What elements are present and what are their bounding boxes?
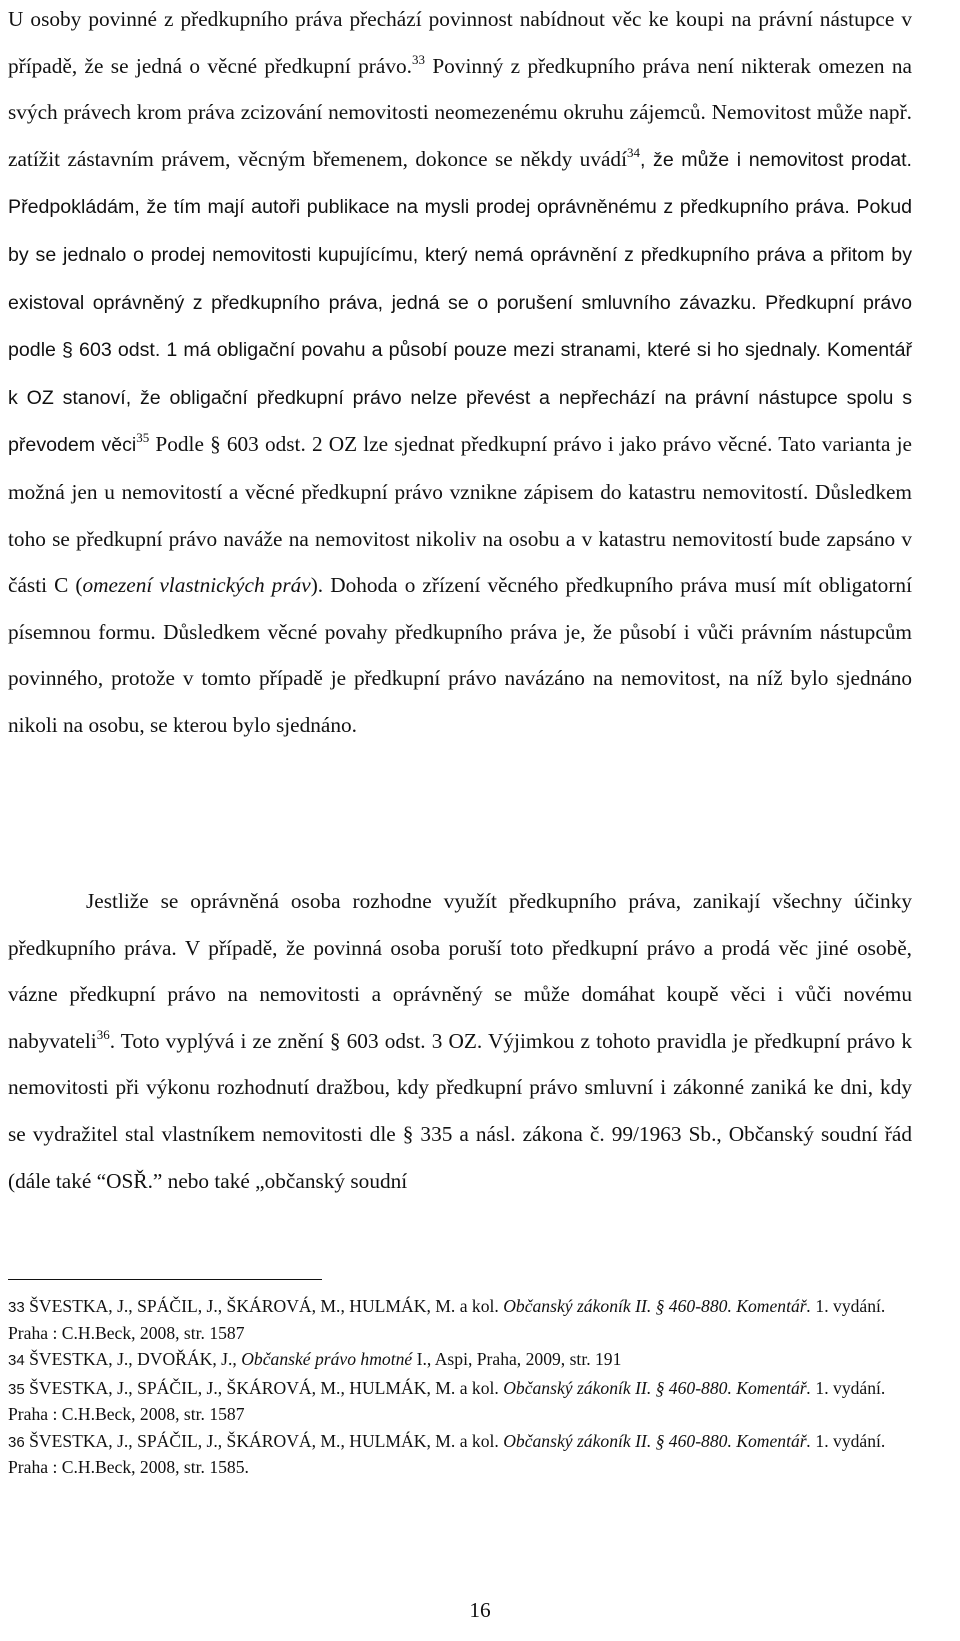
body-paragraph-1 [8, 0, 912, 749]
footnote-text: ŠVESTKA, J., SPÁČIL, J., ŠKÁROVÁ, M., HULMÁK, M. a kol. [24, 1377, 504, 1398]
paragraph-text: , že může i nemovitost prodat. Předpokládám, že tím mají autoři publikace na mysli prodej oprávněnému z předkupního práva. [8, 148, 913, 219]
footnote-title: Občanské právo hmotné [241, 1349, 413, 1369]
footnote-text: ŠVESTKA, J., SPÁČIL, J., ŠKÁROVÁ, M., HULMÁK, M. a kol. [24, 1296, 504, 1316]
paragraph-text: Jestliže se oprávněná osoba rozhodne využít předkupního práva, zanikají všechny účinky předkupního práva. V případě, že povinná osoba poruší toto předkupní právo a prodá věc jiné osobě, vázne předkupní právo na nemovitosti a oprávněný se může domáhat koupě věci i vůči novému nabyvateli [8, 889, 912, 1053]
footnote-number: 35 [8, 1380, 25, 1398]
paragraph-text: Povinný z předkupního práva není nikterak omezen na svých právech krom práva zcizování nemovitosti neomezenému okruhu zájemců. Nemovitost může např. [8, 53, 913, 125]
footnotes-section [8, 1294, 916, 1482]
page-number: 16 [469, 1598, 491, 1622]
footnote-ref-33[interactable]: 33 [411, 51, 425, 67]
footnote-text: I., Aspi, Praha, 2009, str. 191 [412, 1349, 622, 1369]
footnote-number: 33 [8, 1299, 25, 1316]
paragraph-text: zatížit zástavním právem, věcným břemenem, dokonce se někdy uvádí [8, 146, 628, 171]
footnote-33 [8, 1294, 916, 1345]
footnote-35 [8, 1376, 916, 1427]
footnote-text: 1. vydání. Praha : C.H.Beck, 2008, str. 1585. [8, 1430, 886, 1477]
footnote-number: 36 [8, 1433, 25, 1451]
footnote-title: Občanský zákoník II. § 460-880. Komentář. [503, 1430, 812, 1451]
footnote-ref-36[interactable]: 36 [96, 1026, 110, 1042]
paragraph-text: ). Dohoda o zřízení věcného předkupního práva musí mít obligatorní písemnou formu. Důsledkem věcné povahy předkupního práva je, že působí i vůči právním nástupcům povinného, protože v tomto případě je předkupní právo navázáno na nemovitost, na níž bylo sjednáno nikoli na osobu, se kterou bylo sjednáno. [8, 573, 912, 737]
footnote-ref-35[interactable]: 35 [136, 430, 150, 446]
paragraph-text: U osoby povinné z předkupního práva přechází povinnost nabídnout věc ke koupi na právní nástupce v případě, že se jedná o věcné předkupní právo. [8, 7, 912, 78]
footnote-separator [8, 1279, 322, 1280]
footnote-36 [8, 1429, 916, 1480]
footnote-title: Občanský zákoník II. § 460-880. Komentář. [503, 1296, 812, 1316]
body-paragraph-2 [8, 878, 912, 1204]
footnote-title: Občanský zákoník II. § 460-880. Komentář. [503, 1377, 812, 1398]
footnote-text: 1. vydání. Praha : C.H.Beck, 2008, str. 1587 [8, 1377, 886, 1424]
paragraph-text: . Toto vyplývá i ze znění § 603 odst. 3 OZ. Výjimkou z tohoto pravidla je předkupní právo k nemovitosti při výkonu rozhodnutí dražbou, kdy předkupní právo smluvní i zákonné zaniká ke dni, kdy se vydražitel stal vlastníkem nemovitosti dle § 335 a násl. zákona č. 99/1963 Sb., Občanský soudní řád (dále také “OSŘ.” nebo také „občanský soudní [8, 1028, 912, 1193]
paragraph-text: Pokud by se jednalo o prodej nemovitosti kupujícímu, který nemá oprávnění z předkupního práva a přitom by existoval oprávněný z předkupního práva, jedná se o porušení smluvního závazku. Předkupní právo podle § 603 odst. 1 má obligační povahu a působí pouze mezi stranami, které si ho sjednaly. Komentář k OZ stanoví, že obligační předkupní právo nelze převést a nepřechází na právní nástupce spolu s převodem věci [8, 196, 912, 457]
footnote-ref-34[interactable]: 34 [627, 144, 641, 160]
footnote-number: 34 [8, 1352, 25, 1369]
footnote-text: ŠVESTKA, J., SPÁČIL, J., ŠKÁROVÁ, M., HULMÁK, M. a kol. [24, 1430, 504, 1451]
footnote-text: ŠVESTKA, J., DVOŘÁK, J., [24, 1349, 242, 1369]
footnote-34 [8, 1347, 916, 1374]
paragraph-text: Podle § 603 odst. 2 OZ lze sjednat předkupní právo i jako právo věcné. Tato varianta je možná jen u nemovitostí a věcné předkupní právo vznikne zápisem do katastru nemovitostí. Důsledkem toho se předkupní právo naváže na nemovitost nikoliv na osobu a v katastru nemovitostí bude zapsáno v části C ( [8, 432, 912, 598]
footnote-text: 1. vydání. Praha : C.H.Beck, 2008, str. 1587 [8, 1296, 886, 1343]
italic-text: omezení vlastnických práv [82, 573, 311, 598]
